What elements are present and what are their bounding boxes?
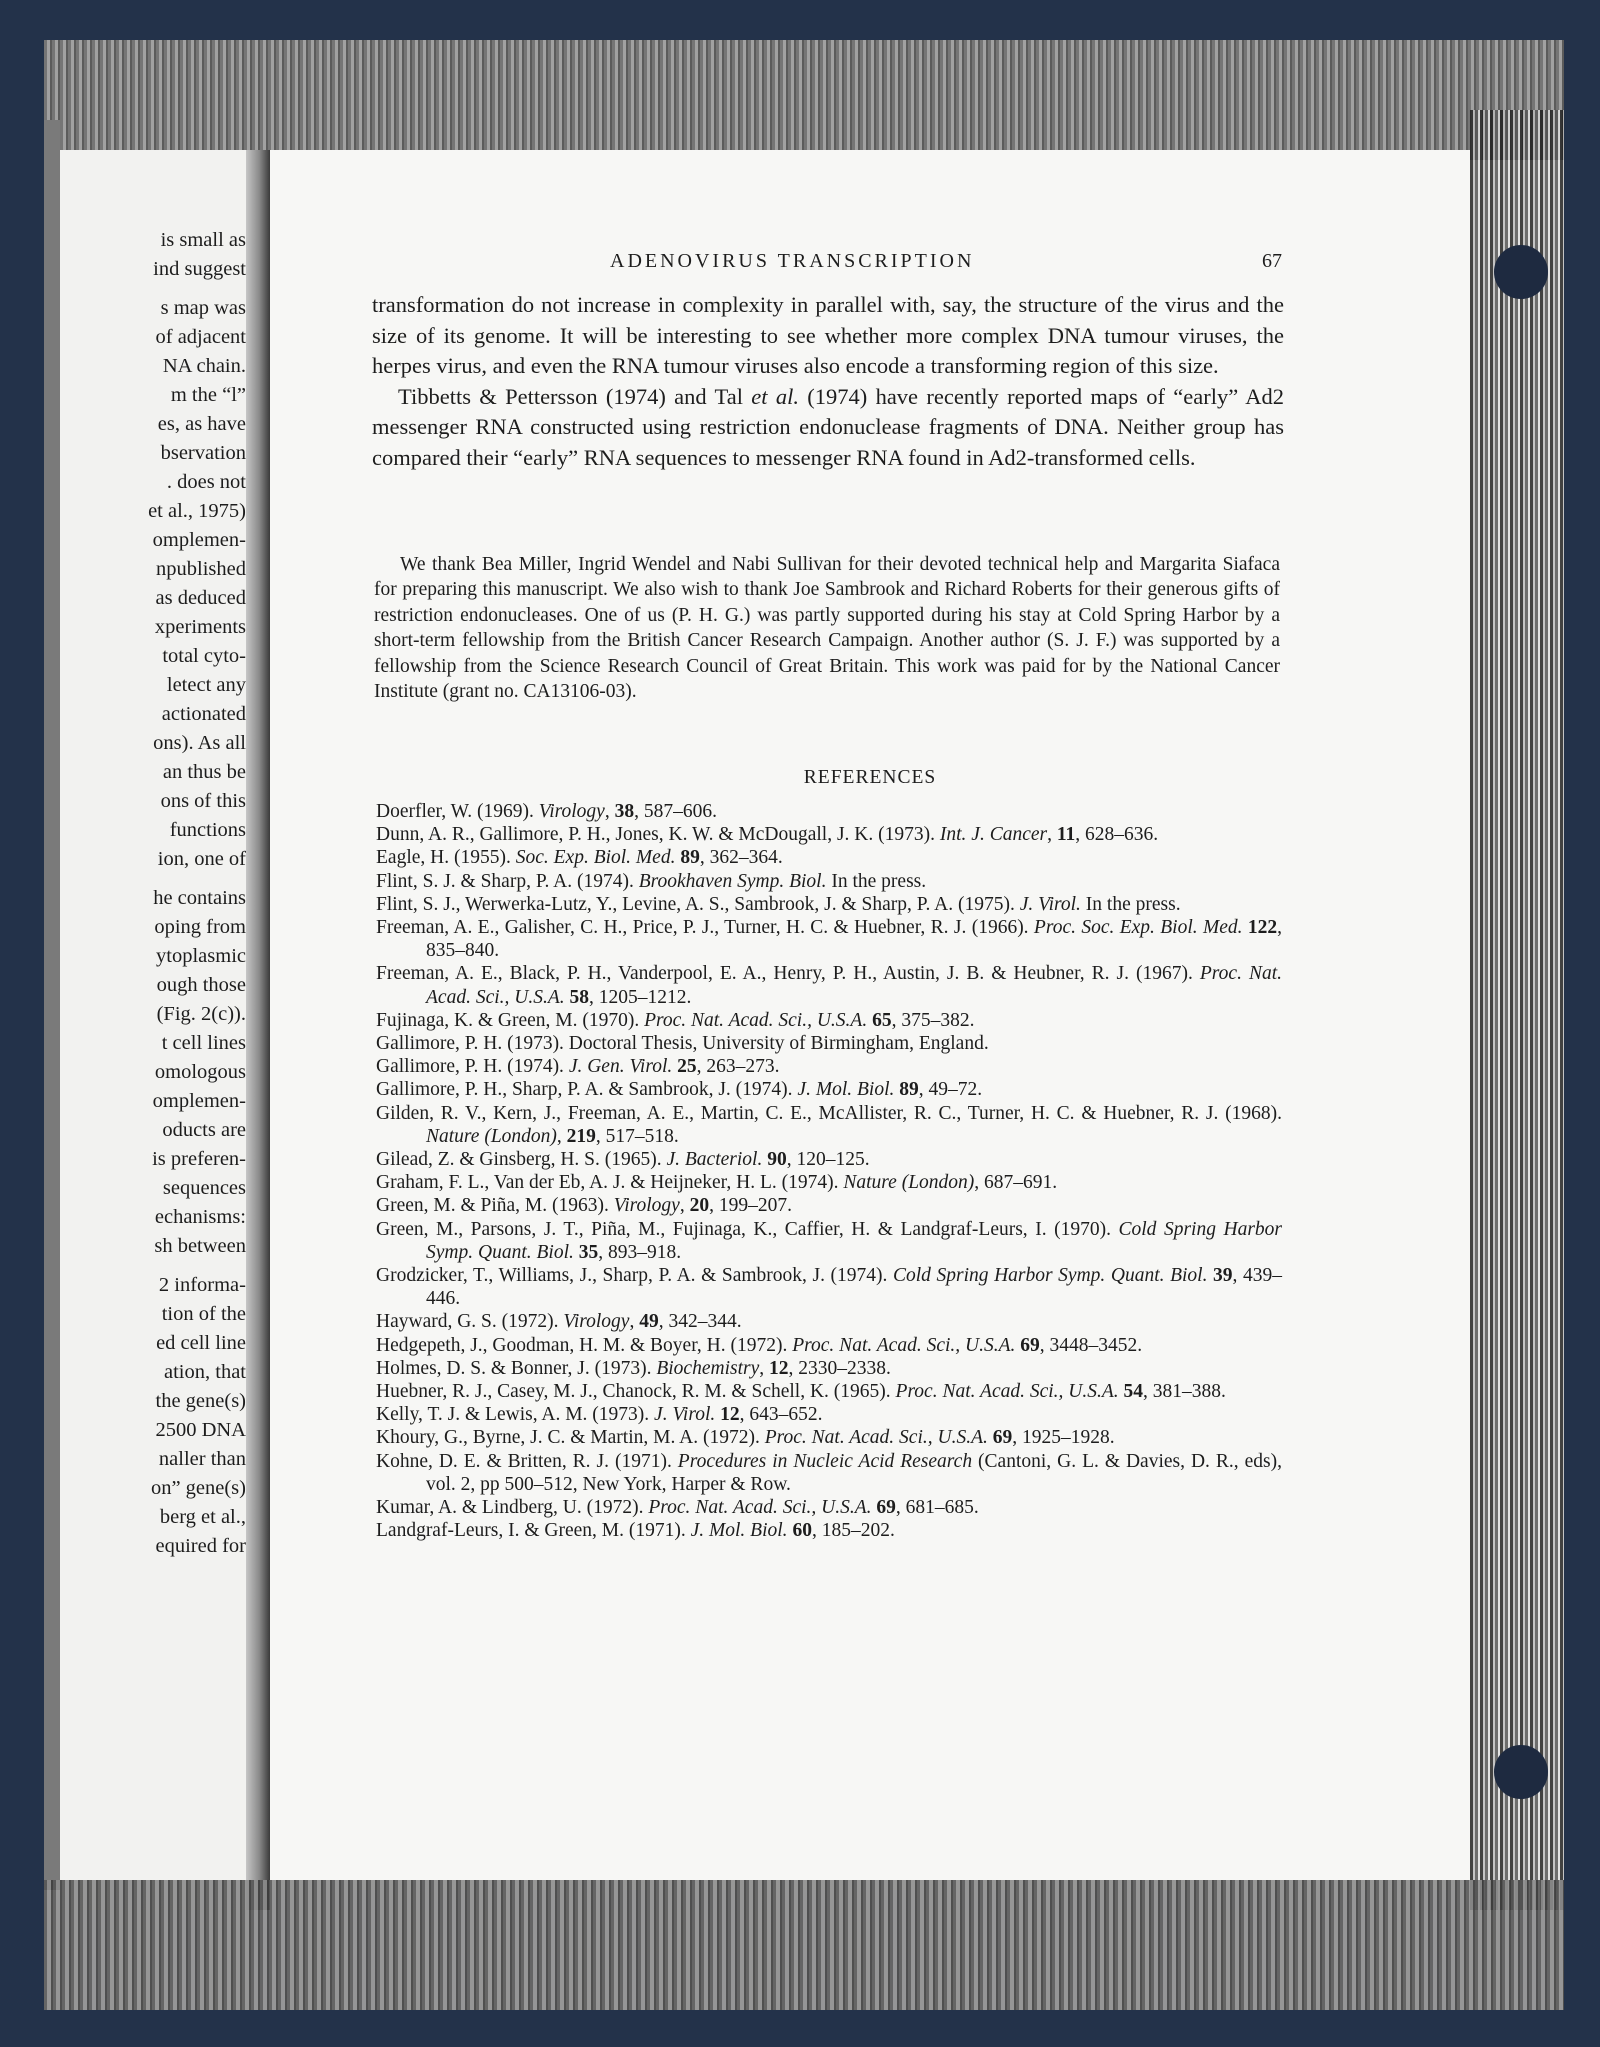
reference-item — [376, 1380, 1282, 1403]
facing-page-line: xperiments — [154, 616, 246, 638]
acknowledgements: We thank Bea Miller, Ingrid Wendel and Nabi Sullivan for their devoted technical help and Margarita Siafaca for preparing this manuscript. We also wish to thank Joe Sambrook and Richard Roberts for their generous gifts of restriction endonucleases. One of us (P. H. G.) was partly supported during his stay at Cold Spring Harbor by a short-term fellowship from the British Cancer Research Campaign. Another author (S. J. F.) was supported by a fellowship from the Science Research Council of Great Britain. This work was paid for by the National Cancer Institute (grant no. CA13106-03). — [374, 554, 1280, 703]
reference-authors: Freeman, A. E., Black, P. H., Vanderpool, E. A., Henry, P. H., Austin, J. B. & Heubner, R. J. (1967). — [376, 963, 1200, 985]
scan-shadow-left — [44, 120, 60, 1890]
facing-page-line: actionated — [161, 703, 246, 725]
reference-item — [376, 1496, 1282, 1519]
reference-journal: Procedures in Nucleic Acid Research — [677, 1450, 973, 1472]
reference-item — [376, 1450, 1282, 1496]
reference-item — [376, 1310, 1282, 1333]
reference-item — [376, 1403, 1282, 1426]
facing-page-line: ons of this — [160, 790, 246, 812]
facing-page-line: on” gene(s) — [150, 1477, 246, 1499]
reference-volume: 20 — [689, 1195, 710, 1217]
page-edges-right — [1470, 110, 1564, 1910]
reference-pages: , 3448–3452. — [1039, 1334, 1143, 1356]
reference-volume: 89 — [680, 847, 700, 869]
facing-page-line: naller than — [158, 1448, 246, 1470]
facing-page-line: sequences — [162, 1177, 246, 1199]
reference-authors: Fujinaga, K. & Green, M. (1970). — [376, 1009, 645, 1031]
facing-page-line: ough those — [156, 974, 246, 996]
body-paragraph — [372, 382, 1284, 474]
body-text-run: (1974) have recently reported maps of “early” Ad2 messenger RNA constructed using restriction endonuclease fragments of DNA. Neither group has compared their “early” RNA sequences to messenger RNA found in Ad2-transformed cells. — [372, 383, 1285, 470]
page-number: 67 — [1262, 250, 1282, 272]
reference-journal: Proc. Soc. Exp. Biol. Med. — [1033, 917, 1243, 939]
reference-volume: 12 — [720, 1404, 740, 1426]
reference-list — [376, 800, 1282, 1543]
facing-page-line: NA chain. — [162, 355, 246, 377]
facing-page-line: equired for — [155, 1535, 246, 1557]
reference-pages: , 587–606. — [634, 801, 717, 822]
reference-journal: J. Mol. Biol. — [797, 1079, 895, 1101]
reference-journal: Brookhaven Symp. Biol. — [638, 870, 827, 892]
facing-page-line: npublished — [156, 558, 246, 580]
reference-volume: 90 — [767, 1149, 787, 1171]
facing-page-line: . does not — [166, 471, 246, 493]
reference-journal: Nature (London) — [426, 1125, 557, 1147]
reference-authors: Khoury, G., Byrne, J. C. & Martin, M. A. (1972). — [376, 1427, 765, 1449]
reference-volume: 122 — [1247, 917, 1278, 939]
reference-journal: J. Mol. Biol. — [690, 1520, 788, 1542]
reference-separator: , — [604, 801, 615, 822]
reference-volume: 39 — [1213, 1265, 1233, 1287]
facing-page-line: he contains — [153, 887, 246, 909]
reference-authors: Gilden, R. V., Kern, J., Freeman, A. E., Martin, C. E., McAllister, R. C., Turner, H. C. & Huebner, R. J. (1968). — [376, 1102, 1282, 1124]
body-paragraph: transformation do not increase in complexity in parallel with, say, the structure of the virus and the size of its genome. It will be interesting to see whether more complex DNA tumour viruses, the herpes virus, and even the RNA tumour viruses also encode a transforming region of this size. — [372, 292, 1284, 378]
scan-shadow-top — [44, 40, 1564, 160]
reference-journal: Virology — [613, 1195, 680, 1217]
reference-journal: Proc. Nat. Acad. Sci., U.S.A. — [644, 1009, 868, 1031]
reference-pages: , 681–685. — [895, 1497, 979, 1519]
reference-item — [376, 893, 1282, 916]
reference-pages: , 1925–1928. — [1012, 1427, 1115, 1449]
facing-page-line: an thus be — [162, 761, 246, 783]
facing-page-line: of adjacent — [155, 326, 246, 348]
facing-page-line: m the “l” — [170, 384, 246, 406]
reference-journal: Cold Spring Harbor Symp. Quant. Biol. — [892, 1265, 1208, 1287]
facing-page-line: omplemen- — [152, 529, 246, 551]
reference-authors: Landgraf-Leurs, I. & Green, M. (1971). — [376, 1520, 691, 1542]
reference-volume: 219 — [566, 1125, 596, 1147]
body-text — [372, 290, 1284, 473]
reference-authors: Dunn, A. R., Gallimore, P. H., Jones, K. W. & McDougall, J. K. (1973). — [376, 824, 940, 846]
reference-authors: Graham, F. L., Van der Eb, A. J. & Heijneker, H. L. (1974). — [376, 1172, 844, 1194]
reference-pages: , 263–273. — [696, 1056, 780, 1078]
facing-page-line: 2 informa- — [158, 1274, 246, 1296]
references-heading: REFERENCES — [803, 767, 937, 788]
reference-item — [376, 800, 1282, 823]
reference-item — [376, 1426, 1282, 1449]
facing-page-line: ytoplasmic — [156, 945, 246, 967]
reference-pages: In the press. — [826, 870, 927, 892]
reference-item — [376, 1194, 1282, 1217]
reference-item — [376, 1334, 1282, 1357]
reference-authors: Kohne, D. E. & Britten, R. J. (1971). — [376, 1450, 678, 1472]
facing-page-line: ion, one of — [157, 848, 246, 870]
reference-pages: In the press. — [1080, 893, 1181, 915]
reference-pages: , 893–918. — [598, 1241, 682, 1263]
reference-pages: , 643–652. — [739, 1404, 823, 1426]
reference-pages: , 362–364. — [699, 847, 783, 869]
reference-volume: 89 — [899, 1079, 919, 1101]
facing-page-line: letect any — [166, 674, 246, 696]
facing-page-line: oping from — [154, 916, 246, 938]
facing-page-line: es, as have — [157, 413, 246, 435]
reference-authors: Doerfler, W. (1969). — [376, 801, 539, 822]
facing-page-line: tion of the — [161, 1303, 246, 1325]
facing-page-line: is small as — [160, 229, 246, 251]
facing-page-line: sh between — [154, 1235, 246, 1257]
facing-page-line: bservation — [160, 442, 246, 464]
reference-pages: , 185–202. — [811, 1520, 895, 1542]
facing-page-line: the gene(s) — [155, 1390, 246, 1412]
reference-pages: , 375–382. — [891, 1009, 975, 1031]
reference-authors: Hedgepeth, J., Goodman, H. M. & Boyer, H. (1972). — [376, 1334, 793, 1356]
facing-page-line: omplemen- — [152, 1090, 246, 1112]
journal-page — [270, 150, 1470, 1890]
reference-journal: Biochemistry — [656, 1357, 760, 1379]
facing-page-line: ation, that — [164, 1361, 246, 1383]
reference-volume: 69 — [876, 1497, 896, 1519]
reference-authors: Kumar, A. & Lindberg, U. (1972). — [376, 1497, 649, 1519]
reference-separator: , — [679, 1195, 690, 1217]
reference-pages: , 687–691. — [974, 1172, 1058, 1194]
facing-page-line: s map was — [160, 297, 246, 319]
facing-page-line: total cyto- — [162, 645, 246, 667]
reference-item — [376, 1357, 1282, 1380]
reference-volume: 11 — [1056, 824, 1076, 846]
reference-pages: , 381–388. — [1143, 1381, 1226, 1403]
reference-pages: , 517–518. — [595, 1125, 679, 1147]
reference-journal: Int. J. Cancer — [939, 824, 1048, 846]
reference-pages: , 120–125. — [786, 1149, 870, 1171]
reference-volume: 12 — [768, 1357, 789, 1379]
reference-authors: Hayward, G. S. (1972). — [376, 1311, 564, 1333]
reference-separator: , — [1047, 824, 1057, 846]
reference-journal: Nature (London) — [843, 1172, 975, 1194]
reference-journal: Proc. Nat. Acad. Sci., U.S.A. — [764, 1427, 988, 1449]
reference-journal: J. Bacteriol. — [666, 1149, 763, 1171]
reference-authors: Eagle, H. (1955). — [376, 847, 516, 869]
reference-authors: Huebner, R. J., Casey, M. J., Chanock, R. M. & Schell, K. (1965). — [376, 1381, 896, 1403]
reference-pages: , 2330–2338. — [788, 1357, 891, 1379]
facing-page-line: is preferen- — [152, 1148, 246, 1170]
facing-page-fragment — [60, 150, 246, 1910]
reference-volume: 38 — [614, 801, 635, 822]
reference-volume: 69 — [1020, 1334, 1040, 1356]
reference-volume: 54 — [1123, 1381, 1144, 1403]
reference-item — [376, 870, 1282, 893]
facing-page-line: ons). As all — [153, 732, 246, 754]
reference-item — [376, 1102, 1282, 1148]
reference-item — [376, 846, 1282, 869]
facing-page-line: t cell lines — [161, 1032, 246, 1054]
reference-volume: 58 — [569, 986, 590, 1008]
reference-pages: , 342–344. — [658, 1311, 742, 1333]
reference-authors: Flint, S. J. & Sharp, P. A. (1974). — [376, 870, 639, 892]
reference-authors: Green, M. & Piña, M. (1963). — [376, 1195, 614, 1217]
book-gutter — [246, 150, 270, 1910]
running-head-title: ADENOVIRUS TRANSCRIPTION — [610, 250, 975, 272]
reference-item — [376, 1218, 1282, 1264]
reference-journal: Proc. Nat. Acad. Sci., U.S.A. — [648, 1497, 872, 1519]
body-text-run: Tibbetts & Pettersson (1974) and Tal — [398, 383, 752, 409]
reference-item — [376, 1264, 1282, 1310]
reference-item — [376, 1055, 1282, 1078]
reference-journal: J. Gen. Virol. — [568, 1056, 673, 1078]
reference-volume: 35 — [578, 1241, 599, 1263]
reference-journal: Proc. Nat. Acad. Sci., U.S.A. — [426, 963, 1282, 1008]
facing-page-line: oducts are — [162, 1119, 246, 1141]
facing-page-line: (Fig. 2(c)). — [156, 1003, 246, 1025]
reference-volume: 65 — [872, 1009, 892, 1031]
reference-pages: , 199–207. — [709, 1195, 792, 1217]
reference-separator: , — [759, 1357, 769, 1379]
reference-authors: Gilead, Z. & Ginsberg, H. S. (1965). — [376, 1149, 667, 1171]
reference-journal: Cold Spring Harbor Symp. Quant. Biol. — [426, 1218, 1282, 1263]
reference-authors: Gallimore, P. H., Sharp, P. A. & Sambrook, J. (1974). — [376, 1079, 798, 1101]
reference-authors: Gallimore, P. H. (1974). — [376, 1056, 569, 1078]
body-text-italic: et al. — [751, 383, 799, 409]
reference-journal: Virology — [538, 801, 605, 822]
reference-item — [376, 962, 1282, 1008]
reference-authors: Flint, S. J., Werwerka-Lutz, Y., Levine, A. S., Sambrook, J. & Sharp, P. A. (1975). — [376, 893, 1020, 915]
reference-item — [376, 1148, 1282, 1171]
binder-hole — [1494, 1745, 1548, 1799]
reference-separator: , — [629, 1311, 640, 1333]
reference-authors: Holmes, D. S. & Bonner, J. (1973). — [376, 1357, 657, 1379]
facing-page-line: 2500 DNA — [155, 1419, 246, 1441]
reference-journal: Virology — [563, 1311, 630, 1333]
facing-page-line: ind suggest — [153, 258, 246, 280]
reference-pages: (Cantoni, G. L. & Davies, D. R., eds), vol. 2, pp 500–512, New York, Harper & Row. — [426, 1450, 1282, 1495]
facing-page-line: functions — [169, 819, 246, 841]
reference-separator: , — [556, 1125, 567, 1147]
reference-pages: , 49–72. — [918, 1079, 983, 1101]
reference-pages: , 835–840. — [426, 917, 1282, 962]
reference-pages: , 439–446. — [426, 1265, 1283, 1310]
reference-authors: Kelly, T. J. & Lewis, A. M. (1973). — [376, 1404, 655, 1426]
reference-item — [376, 916, 1282, 962]
reference-volume: 25 — [677, 1056, 697, 1078]
reference-authors: Freeman, A. E., Galisher, C. H., Price, P. J., Turner, H. C. & Huebner, R. J. (1966). — [376, 917, 1034, 939]
binder-hole — [1494, 245, 1548, 299]
reference-pages: , 628–636. — [1075, 824, 1159, 846]
facing-page-line: ed cell line — [156, 1332, 246, 1354]
reference-journal: Soc. Exp. Biol. Med. — [515, 847, 676, 869]
reference-item — [376, 1009, 1282, 1032]
reference-volume: 49 — [639, 1311, 659, 1333]
running-head — [270, 250, 1470, 276]
reference-item — [376, 1171, 1282, 1194]
reference-pages: , 1205–1212. — [589, 986, 692, 1008]
reference-authors: Grodzicker, T., Williams, J., Sharp, P. A. & Sambrook, J. (1974). — [376, 1265, 893, 1287]
facing-page-line: as deduced — [155, 587, 246, 609]
reference-item — [376, 1032, 1282, 1055]
reference-item — [376, 1078, 1282, 1101]
reference-journal: Proc. Nat. Acad. Sci., U.S.A. — [792, 1334, 1016, 1356]
reference-journal: J. Virol. — [1019, 893, 1081, 915]
facing-page-line: et al., 1975) — [148, 500, 246, 522]
reference-volume: 69 — [992, 1427, 1013, 1449]
reference-authors: Gallimore, P. H. (1973). Doctoral Thesis, University of Birmingham, England. — [376, 1033, 989, 1055]
reference-item — [376, 823, 1282, 846]
facing-page-line: berg et al., — [159, 1506, 246, 1528]
facing-page-line: omologous — [154, 1061, 246, 1083]
facing-page-line: echanisms: — [154, 1206, 246, 1228]
scan-shadow-bottom — [44, 1880, 1564, 2010]
reference-journal: Proc. Nat. Acad. Sci., U.S.A. — [895, 1381, 1119, 1403]
reference-journal: J. Virol. — [654, 1404, 716, 1426]
reference-volume: 60 — [792, 1520, 812, 1542]
reference-authors: Green, M., Parsons, J. T., Piña, M., Fujinaga, K., Caffier, H. & Landgraf-Leurs, I. (1970). — [376, 1218, 1119, 1240]
reference-item — [376, 1519, 1282, 1542]
